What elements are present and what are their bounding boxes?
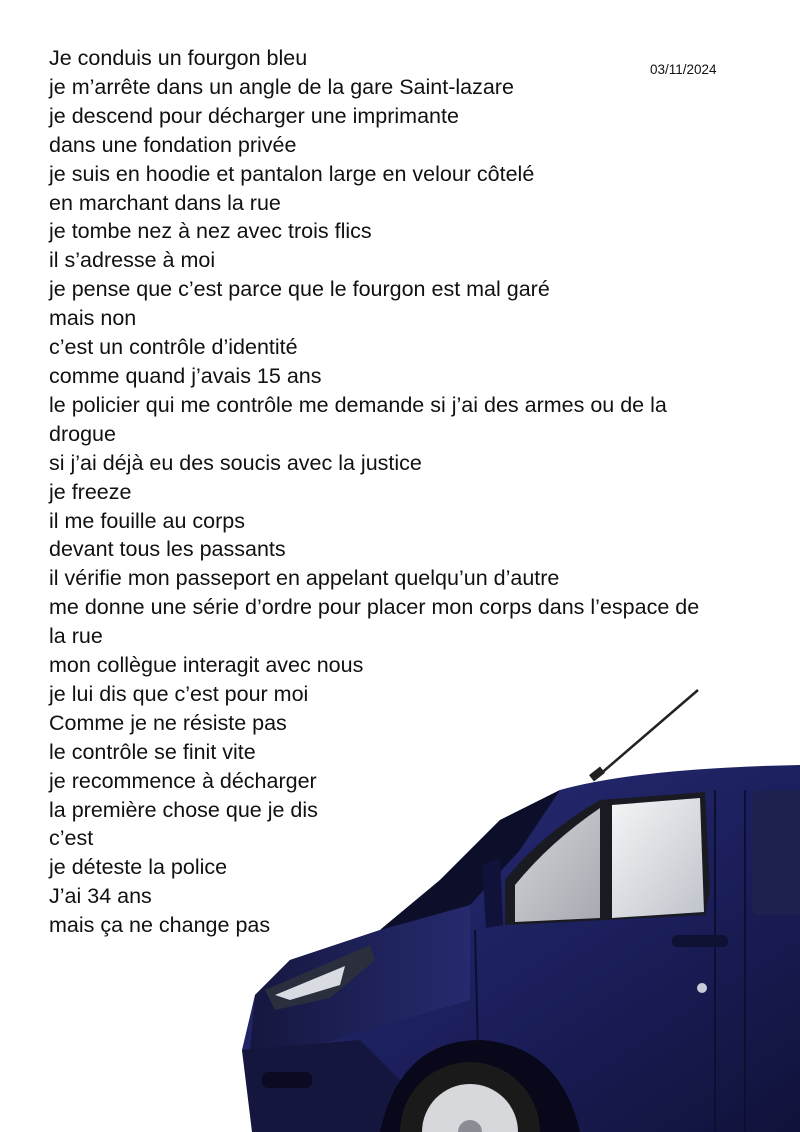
poem-line: il s’adresse à moi: [49, 248, 216, 273]
poem-line: Je conduis un fourgon bleu: [49, 46, 308, 70]
poem-line: je m’arrête dans un angle de la gare Saint-lazare: [49, 74, 514, 99]
poem-line: J’ai 34 ans: [49, 884, 152, 909]
poem-line: drogue: [49, 421, 116, 446]
poem-line: le policier qui me contrôle me demande si j’ai des armes ou de la: [49, 392, 667, 417]
poem-line: me donne une série d’ordre pour placer mon corps dans l’espace de: [49, 595, 700, 620]
poem-line: je freeze: [49, 479, 132, 504]
poem-line: devant tous les passants: [49, 537, 286, 562]
poem-line: il me fouille au corps: [49, 508, 245, 533]
poem-line: c’est: [49, 826, 94, 851]
poem-line: dans une fondation privée: [49, 132, 297, 157]
poem-line: je lui dis que c’est pour moi: [49, 681, 309, 706]
poem-line: comme quand j’avais 15 ans: [49, 363, 322, 388]
poem-line: la première chose que je dis: [49, 797, 318, 822]
poem-line: si j’ai déjà eu des soucis avec la justice: [49, 450, 422, 475]
poem-line: mon collègue interagit avec nous: [49, 653, 364, 678]
poem-line: je déteste la police: [49, 855, 228, 880]
poem-text: [49, 44, 789, 940]
poem-line: en marchant dans la rue: [49, 190, 281, 215]
poem-line: il vérifie mon passeport en appelant quelqu’un d’autre: [49, 566, 560, 591]
poem-line: je descend pour décharger une imprimante: [49, 103, 459, 128]
poem-line: je recommence à décharger: [49, 768, 317, 793]
poem-line: je suis en hoodie et pantalon large en velour côtelé: [49, 161, 535, 186]
poem-line: Comme je ne résiste pas: [49, 710, 287, 735]
poem-line: la rue: [49, 624, 103, 649]
poem-line: le contrôle se finit vite: [49, 739, 256, 764]
poem-line: mais non: [49, 306, 137, 331]
poem-line: mais ça ne change pas: [49, 913, 271, 938]
poem-line: je pense que c’est parce que le fourgon est mal garé: [49, 277, 550, 302]
poem-line: je tombe nez à nez avec trois flics: [49, 219, 372, 244]
document-date: 03/11/2024: [650, 62, 717, 77]
poem-line: c’est un contrôle d’identité: [49, 335, 298, 360]
